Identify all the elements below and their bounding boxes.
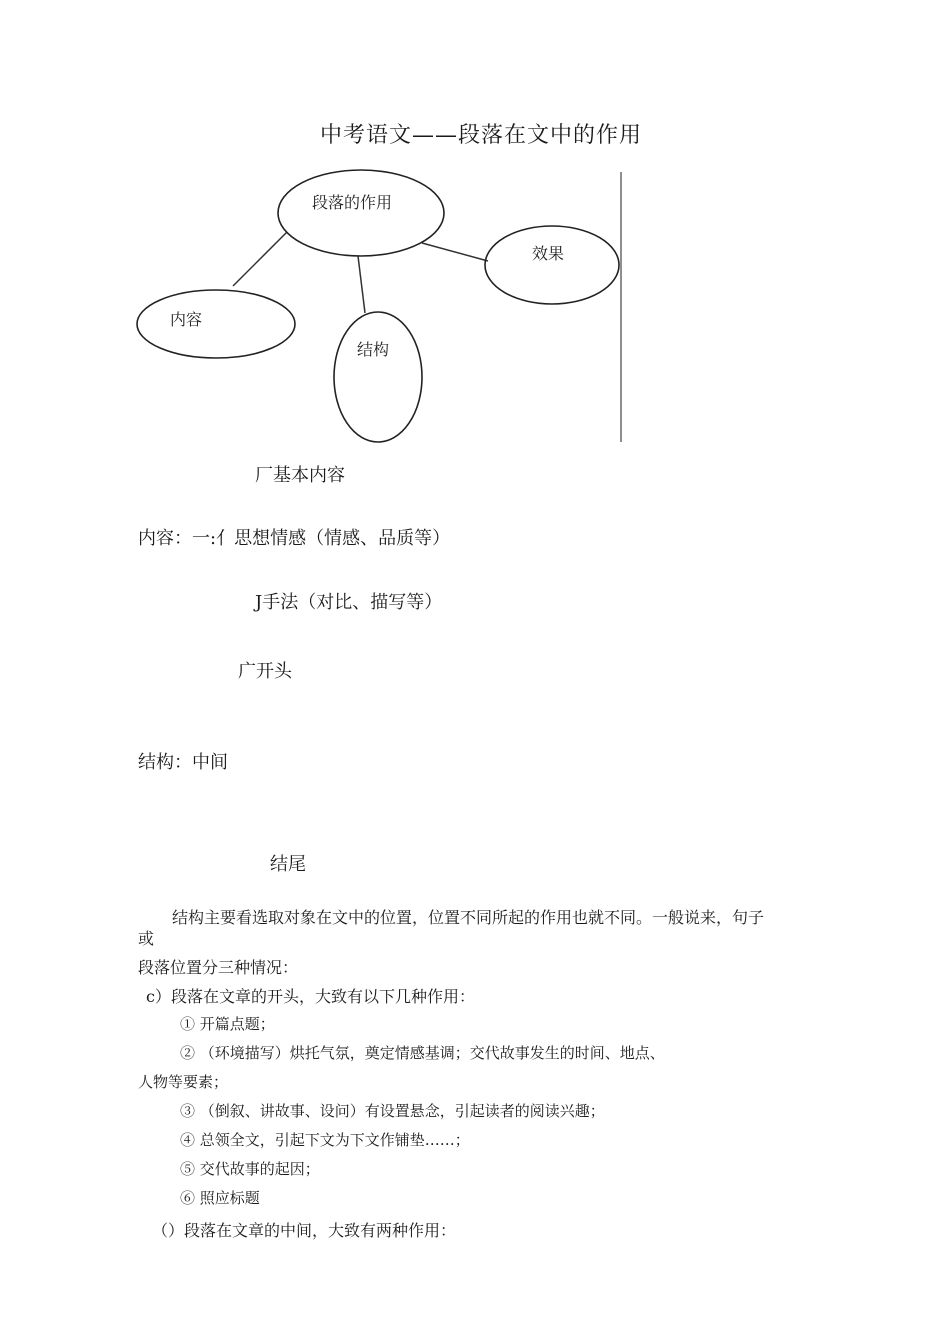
case-start-heading: c）段落在文章的开头，大致有以下几种作用： bbox=[146, 987, 475, 1006]
list-item: ④ 总领全文，引起下文为下文作铺垫……； bbox=[180, 1131, 470, 1149]
intro-paragraph-line1: 结构主要看选取对象在文中的位置，位置不同所起的作用也就不同。一般说来，句子 bbox=[172, 908, 765, 927]
node-effect-label: 效果 bbox=[532, 244, 565, 263]
content-bracket-bottom: J手法（对比、描写等） bbox=[255, 592, 443, 613]
node-center-label: 段落的作用 bbox=[312, 193, 393, 212]
node-center-ellipse bbox=[278, 170, 444, 256]
intro-paragraph-line2: 段落位置分三种情况： bbox=[138, 958, 299, 977]
node-structure-ellipse bbox=[334, 312, 422, 442]
structure-label-line: 结构：中间 bbox=[138, 752, 228, 773]
case-middle-heading: （）段落在文章的中间，大致有两种作用： bbox=[152, 1221, 457, 1240]
node-structure-label: 结构 bbox=[357, 340, 390, 359]
list-item: ⑥ 照应标题 bbox=[180, 1189, 260, 1207]
intro-paragraph-wrap: 或 bbox=[138, 929, 155, 948]
document-title: 中考语文——段落在文中的作用 bbox=[320, 123, 643, 148]
connector-effect bbox=[422, 243, 488, 261]
connector-content bbox=[233, 232, 287, 286]
structure-bracket-bottom: 结尾 bbox=[270, 854, 306, 875]
list-item: ① 开篇点题； bbox=[180, 1015, 275, 1033]
content-bracket-top: 厂基本内容 bbox=[255, 465, 345, 486]
node-content-label: 内容 bbox=[170, 310, 203, 329]
content-label-line: 内容：一:亻思想情感（情感、品质等） bbox=[138, 528, 451, 549]
list-item-wrap: 人物等要素； bbox=[138, 1073, 229, 1091]
connector-structure bbox=[358, 256, 365, 313]
list-item: ⑤ 交代故事的起因； bbox=[180, 1160, 320, 1178]
node-effect-ellipse bbox=[485, 226, 619, 304]
mindmap-diagram bbox=[0, 0, 950, 460]
node-content-ellipse bbox=[137, 290, 295, 358]
list-item: ② （环境描写）烘托气氛，奠定情感基调；交代故事发生的时间、地点、 bbox=[180, 1044, 665, 1062]
list-item: ③ （倒叙、讲故事、设问）有设置悬念，引起读者的阅读兴趣； bbox=[180, 1102, 605, 1120]
structure-bracket-top: 广开头 bbox=[238, 661, 292, 682]
